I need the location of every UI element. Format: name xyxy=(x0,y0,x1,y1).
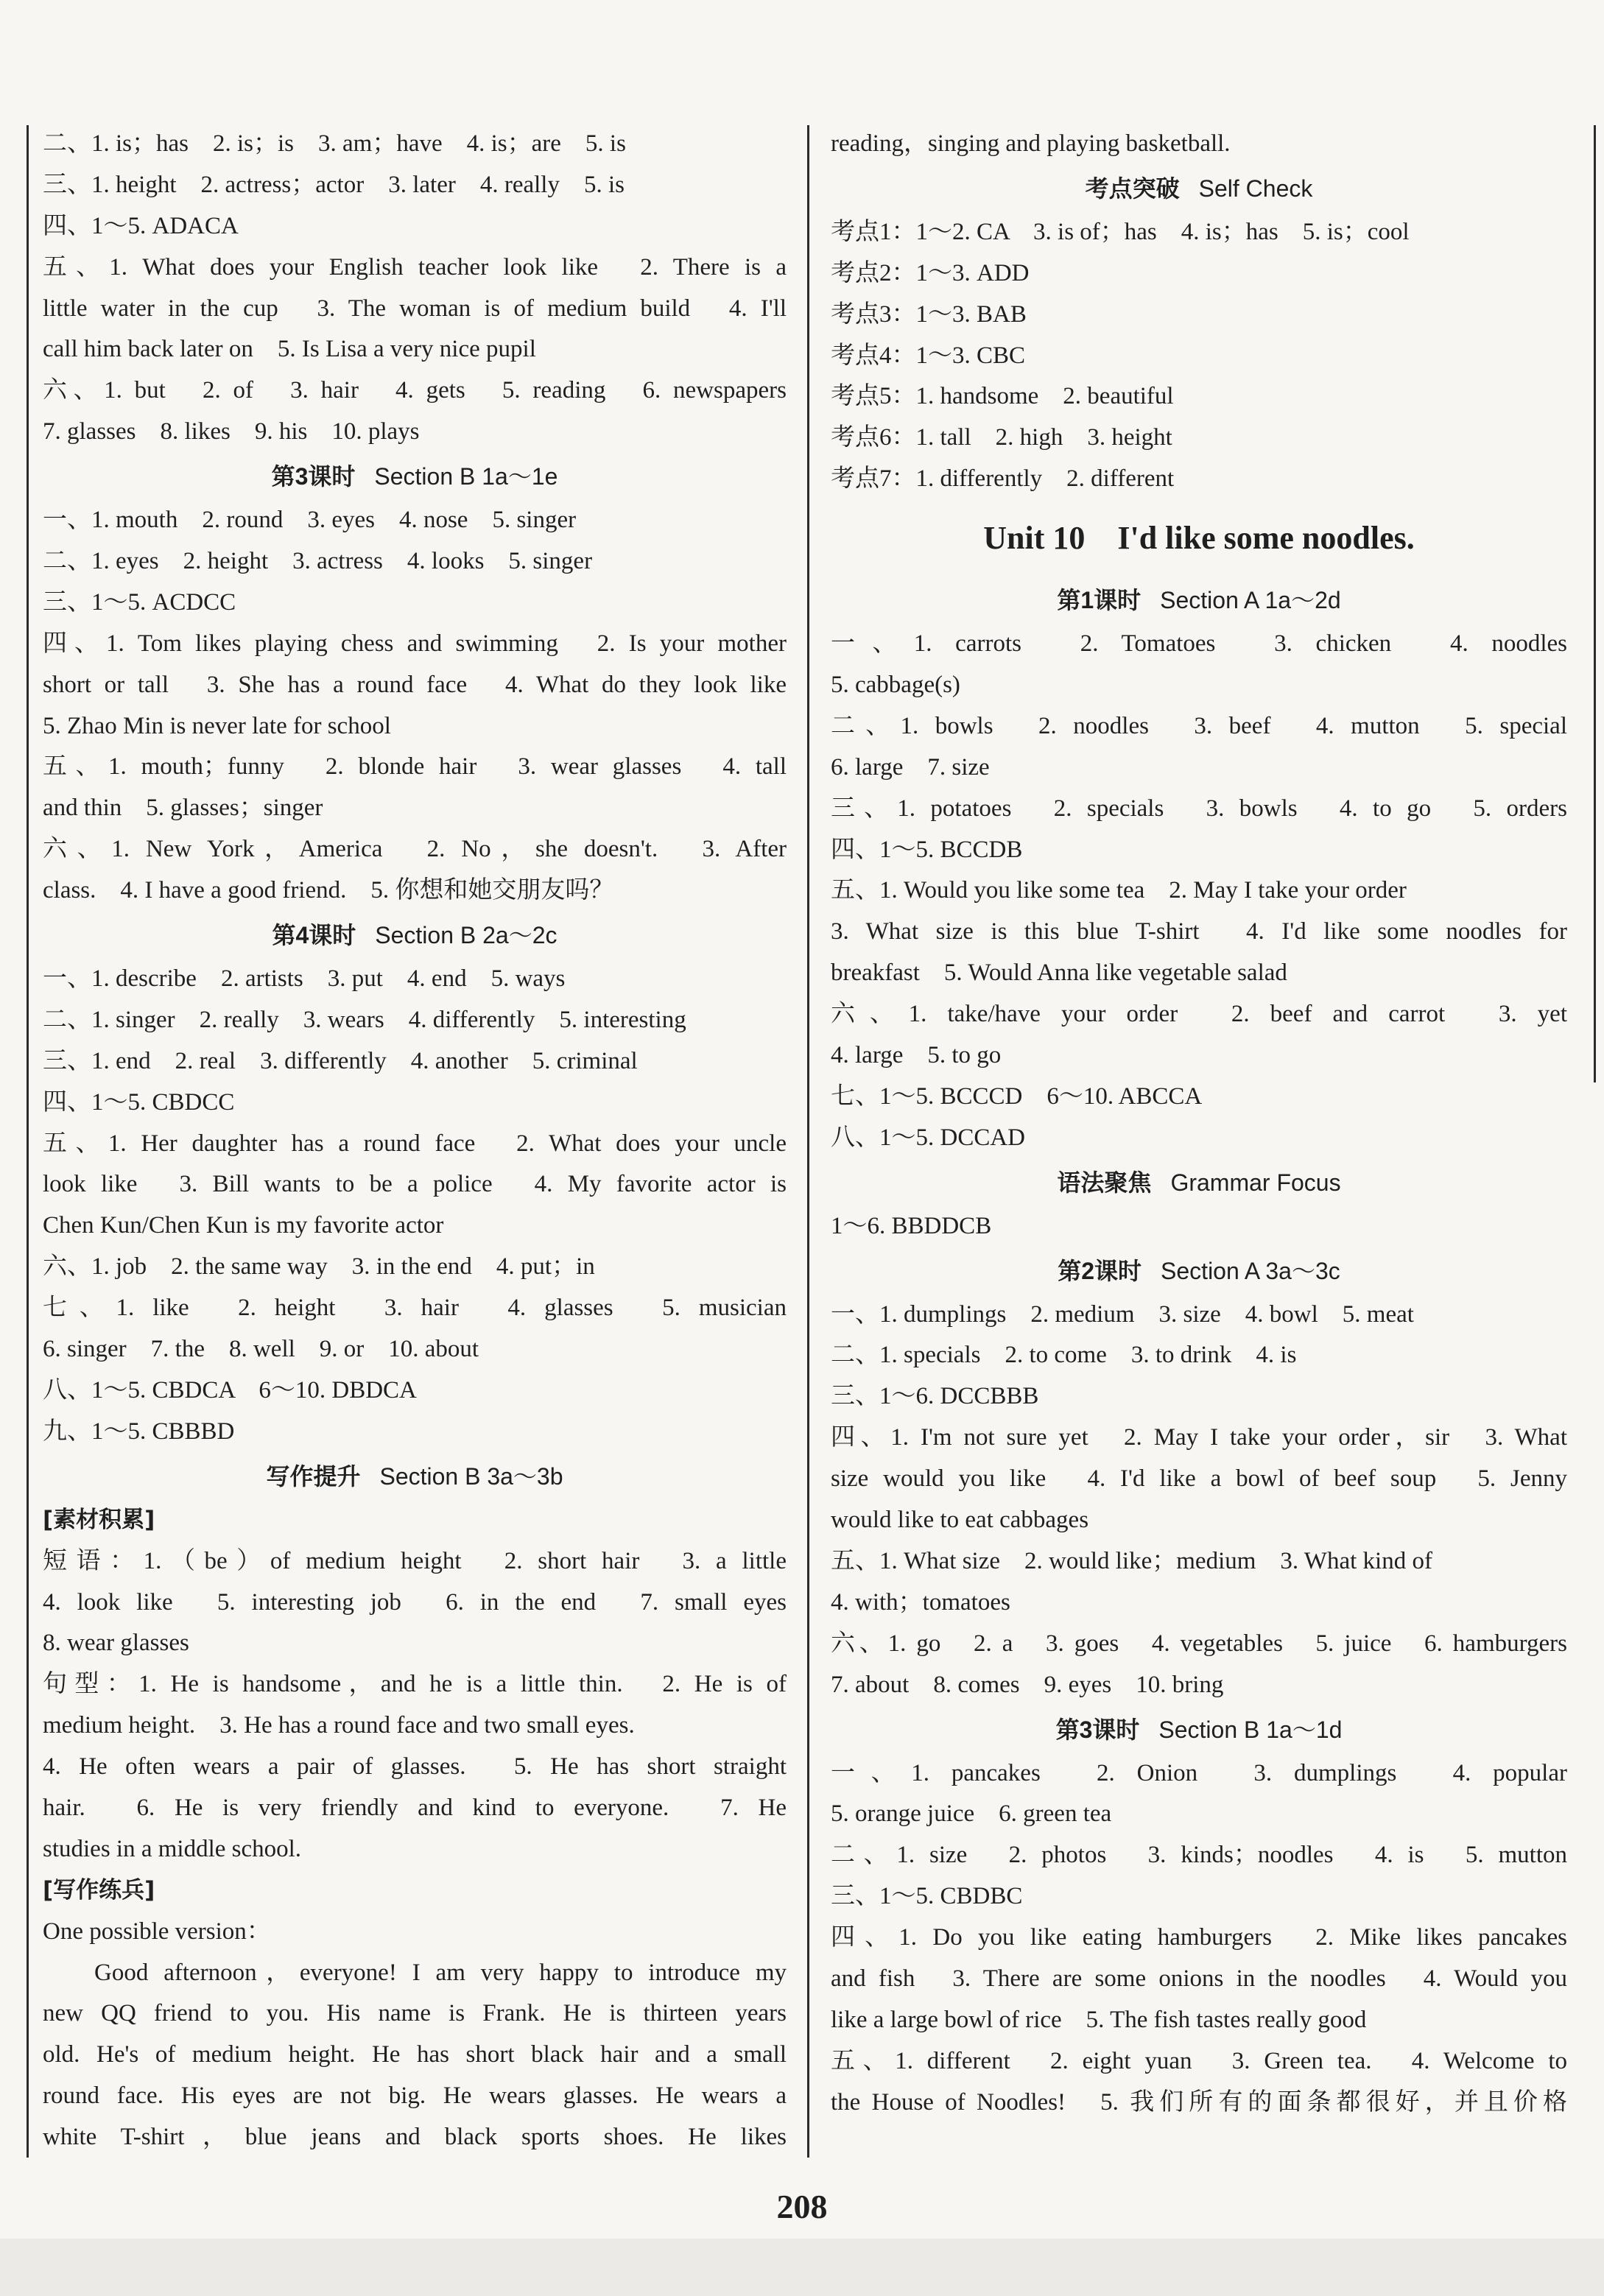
answer-line: 五、1. What size 2. would like；medium 3. What kind of xyxy=(831,1547,1432,1574)
answer-line: 六、1. New York，America 2. No，she doesn't. 3. After xyxy=(43,836,787,863)
answer-line: 短语：1.（be）of medium height 2. short hair 3. a little xyxy=(43,1547,787,1574)
answer-line: 四、1. I'm not sure yet 2. May I take your order，sir 3. What xyxy=(831,1424,1567,1451)
answer-line: 五、1. different 2. eight yuan 3. Green tea. 4. Welcome to xyxy=(831,2047,1567,2074)
answer-line: 三、1～6. DCCBBB xyxy=(831,1383,1039,1410)
answer-line: 四、1. Tom likes playing chess and swimming 2. Is your mother xyxy=(43,630,787,657)
section-header xyxy=(831,1706,1567,1753)
answer-line: 三、1～5. ACDCC xyxy=(43,588,236,616)
answer-line: would like to eat cabbages xyxy=(831,1507,1089,1534)
answer-line: 五、1. Her daughter has a round face 2. What does your uncle xyxy=(43,1130,787,1157)
answer-line: short or tall 3. She has a round face 4. What do they look like xyxy=(43,671,787,698)
answer-line: look like 3. Bill wants to be a police 4. My favorite actor is xyxy=(43,1171,787,1198)
section-header-label: 第2课时 xyxy=(1058,1257,1142,1284)
answer-line: 5. orange juice 6. green tea xyxy=(831,1800,1112,1828)
answer-line: 二、1. eyes 2. height 3. actress 4. looks 5. singer xyxy=(43,548,593,575)
answer-line: size would you like 4. I'd like a bowl of beef soup 5. Jenny xyxy=(831,1465,1567,1493)
answer-line: 6. large 7. size xyxy=(831,753,990,781)
answer-line: reading，singing and playing basketball. xyxy=(831,130,1231,157)
right-column xyxy=(831,124,1567,2124)
answer-line: 7. about 8. comes 9. eyes 10. bring xyxy=(831,1671,1224,1698)
answer-line: 六、1. go 2. a 3. goes 4. vegetables 5. juice 6. hamburgers xyxy=(831,1630,1567,1657)
answer-line: 考点1：1～2. CA 3. is of；has 4. is；has 5. is；cool xyxy=(831,218,1410,245)
answer-line: 六、1. but 2. of 3. hair 4. gets 5. reading 6. newspapers xyxy=(43,377,787,404)
answer-line: 7. glasses 8. likes 9. his 10. plays xyxy=(43,418,420,446)
section-header-range: Section B 2a～2c xyxy=(375,922,557,949)
answer-line: 八、1～5. CBDCA 6～10. DBDCA xyxy=(43,1376,417,1404)
answer-line: Good afternoon，everyone! I am very happy to introduce my xyxy=(94,1959,787,1986)
answer-line: breakfast 5. Would Anna like vegetable salad xyxy=(831,959,1287,987)
answer-line: 二、1. singer 2. really 3. wears 4. differently 5. interesting xyxy=(43,1006,686,1033)
answer-line: 考点4：1～3. CBC xyxy=(831,342,1026,369)
section-header-range: Section B 1a～1d xyxy=(1158,1716,1343,1743)
answer-line: 二、1. is；has 2. is；is 3. am；have 4. is；are 5. is xyxy=(43,130,626,157)
left-column xyxy=(43,124,787,2158)
answer-line: little water in the cup 3. The woman is of medium build 4. I'll xyxy=(43,295,787,322)
answer-line: 4. look like 5. interesting job 6. in the end 7. small eyes xyxy=(43,1588,787,1616)
answer-line: 五、1. Would you like some tea 2. May I take your order xyxy=(831,877,1407,904)
section-header-label: 第3课时 xyxy=(1055,1716,1140,1743)
answer-line: 5. Zhao Min is never late for school xyxy=(43,712,391,739)
answer-line: 考点7：1. differently 2. different xyxy=(831,465,1175,493)
left-rule xyxy=(27,125,29,2158)
section-header-range: Section A 3a～3c xyxy=(1161,1257,1340,1284)
answer-line: 4. large 5. to go xyxy=(831,1042,1002,1069)
answer-line: 1～6. BBDDCB xyxy=(831,1212,992,1239)
answer-line: the House of Noodles! 5. 我们所有的面条都很好，并且价格 xyxy=(831,2088,1567,2116)
answer-line: 4. with；tomatoes xyxy=(831,1588,1010,1616)
section-header xyxy=(43,912,787,959)
answer-line: medium height. 3. He has a round face and two small eyes. xyxy=(43,1712,635,1739)
answer-line: 二、1. bowls 2. noodles 3. beef 4. mutton 5. special xyxy=(831,712,1567,739)
page-number: 208 xyxy=(776,2188,828,2225)
answer-line: round face. His eyes are not big. He wears glasses. He wears a xyxy=(43,2082,787,2110)
section-header-label: 第3课时 xyxy=(271,463,356,490)
answer-line: 八、1～5. DCCAD xyxy=(831,1124,1026,1151)
answer-line: 六、1. job 2. the same way 3. in the end 4. put；in xyxy=(43,1253,595,1281)
section-header xyxy=(831,1159,1567,1206)
answer-line: 3. What size is this blue T-shirt 4. I'd like some noodles for xyxy=(831,918,1567,945)
answer-line: 四、1～5. CBDCC xyxy=(43,1088,235,1116)
answer-line: Chen Kun/Chen Kun is my favorite actor xyxy=(43,1212,444,1239)
page-bottom-margin xyxy=(0,2239,1604,2296)
section-header-range: Section A 1a～2d xyxy=(1160,587,1341,614)
answer-line: 三、1. height 2. actress；actor 3. later 4. really 5. is xyxy=(43,171,625,198)
answer-line: 五、1. mouth；funny 2. blonde hair 3. wear glasses 4. tall xyxy=(43,753,787,781)
section-header-label: 语法聚焦 xyxy=(1057,1169,1152,1196)
section-header-range: Section B 1a～1e xyxy=(374,463,558,490)
answer-line: 考点3：1～3. BAB xyxy=(831,300,1027,328)
center-rule xyxy=(807,125,809,2158)
answer-line: old. He's of medium height. He has short black hair and a small xyxy=(43,2041,787,2068)
answer-line: 五、1. What does your English teacher look like 2. There is a xyxy=(43,253,787,281)
section-header-range: Grammar Focus xyxy=(1170,1169,1341,1196)
answer-line: 一、1. dumplings 2. medium 3. size 4. bowl 5. meat xyxy=(831,1300,1414,1328)
answer-line: 4. He often wears a pair of glasses. 5. He has short straight xyxy=(43,1753,787,1781)
answer-line: 考点2：1～3. ADD xyxy=(831,259,1030,286)
answer-line: 5. cabbage(s) xyxy=(831,672,960,699)
answer-line: 一、1. carrots 2. Tomatoes 3. chicken 4. noodles xyxy=(831,630,1567,658)
unit-title: Unit 10 I'd like some noodles. xyxy=(983,520,1415,557)
answer-line: new QQ friend to you. His name is Frank. He is thirteen years xyxy=(43,2000,787,2027)
answer-line: 一、1. mouth 2. round 3. eyes 4. nose 5. singer xyxy=(43,507,577,534)
answer-line: 一、1. pancakes 2. Onion 3. dumplings 4. popular xyxy=(831,1759,1567,1786)
answer-line: 8. wear glasses xyxy=(43,1630,189,1657)
subsection-label: [素材积累] xyxy=(43,1506,155,1533)
section-header-label: 考点突破 xyxy=(1085,175,1180,202)
answer-line: 四、1～5. ADACA xyxy=(43,212,239,239)
section-header xyxy=(43,1453,787,1500)
answer-line: 考点5：1. handsome 2. beautiful xyxy=(831,383,1174,410)
answer-line: 四、1～5. BCCDB xyxy=(831,836,1023,863)
subsection-label: [写作练兵] xyxy=(43,1876,155,1904)
answer-line: 三、1～5. CBDBC xyxy=(831,1883,1023,1910)
section-header xyxy=(43,453,787,500)
answer-line: like a large bowl of rice 5. The fish tastes really good xyxy=(831,2006,1367,2033)
section-header xyxy=(831,165,1567,212)
section-header xyxy=(831,1247,1567,1295)
answer-line: 句型：1. He is handsome，and he is a little thin. 2. He is of xyxy=(43,1671,787,1698)
answer-line: and fish 3. There are some onions in the noodles 4. Would you xyxy=(831,1965,1567,1992)
answer-line: 二、1. specials 2. to come 3. to drink 4. is xyxy=(831,1342,1297,1369)
section-header-range: Self Check xyxy=(1198,175,1313,202)
answer-line: studies in a middle school. xyxy=(43,1835,302,1862)
answer-line: 七、1. like 2. height 3. hair 4. glasses 5. musician xyxy=(43,1295,787,1322)
answer-line: 九、1～5. CBBBD xyxy=(43,1418,235,1445)
answer-line: 考点6：1. tall 2. high 3. height xyxy=(831,424,1172,451)
answer-line: 一、1. describe 2. artists 3. put 4. end 5. ways xyxy=(43,965,566,993)
answer-line: white T-shirt，blue jeans and black sports shoes. He likes xyxy=(43,2124,787,2151)
answer-line: 六、1. take/have your order 2. beef and carrot 3. yet xyxy=(831,1001,1567,1028)
answer-line: 三、1. end 2. real 3. differently 4. another 5. criminal xyxy=(43,1047,638,1074)
answer-line: and thin 5. glasses；singer xyxy=(43,795,323,822)
answer-line: 七、1～5. BCCCD 6～10. ABCCA xyxy=(831,1082,1203,1110)
answer-line: call him back later on 5. Is Lisa a very nice pupil xyxy=(43,336,536,363)
answer-line: 6. singer 7. the 8. well 9. or 10. about xyxy=(43,1336,479,1363)
right-rule xyxy=(1594,125,1596,1082)
answer-line: 二、1. size 2. photos 3. kinds；noodles 4. is 5. mutton xyxy=(831,1842,1567,1869)
section-header-range: Section B 3a～3b xyxy=(379,1462,563,1490)
answer-line: hair. 6. He is very friendly and kind to everyone. 7. He xyxy=(43,1794,787,1821)
section-header-label: 第4课时 xyxy=(272,922,356,949)
answer-line: 四、1. Do you like eating hamburgers 2. Mike likes pancakes xyxy=(831,1924,1567,1951)
answer-line: One possible version： xyxy=(43,1918,271,1945)
answer-line: 三、1. potatoes 2. specials 3. bowls 4. to go 5. orders xyxy=(831,795,1567,822)
section-header-label: 第1课时 xyxy=(1057,587,1142,614)
section-header-label: 写作提升 xyxy=(266,1462,361,1490)
answer-line: class. 4. I have a good friend. 5. 你想和她交朋友吗？ xyxy=(43,877,614,904)
section-header xyxy=(831,577,1567,624)
